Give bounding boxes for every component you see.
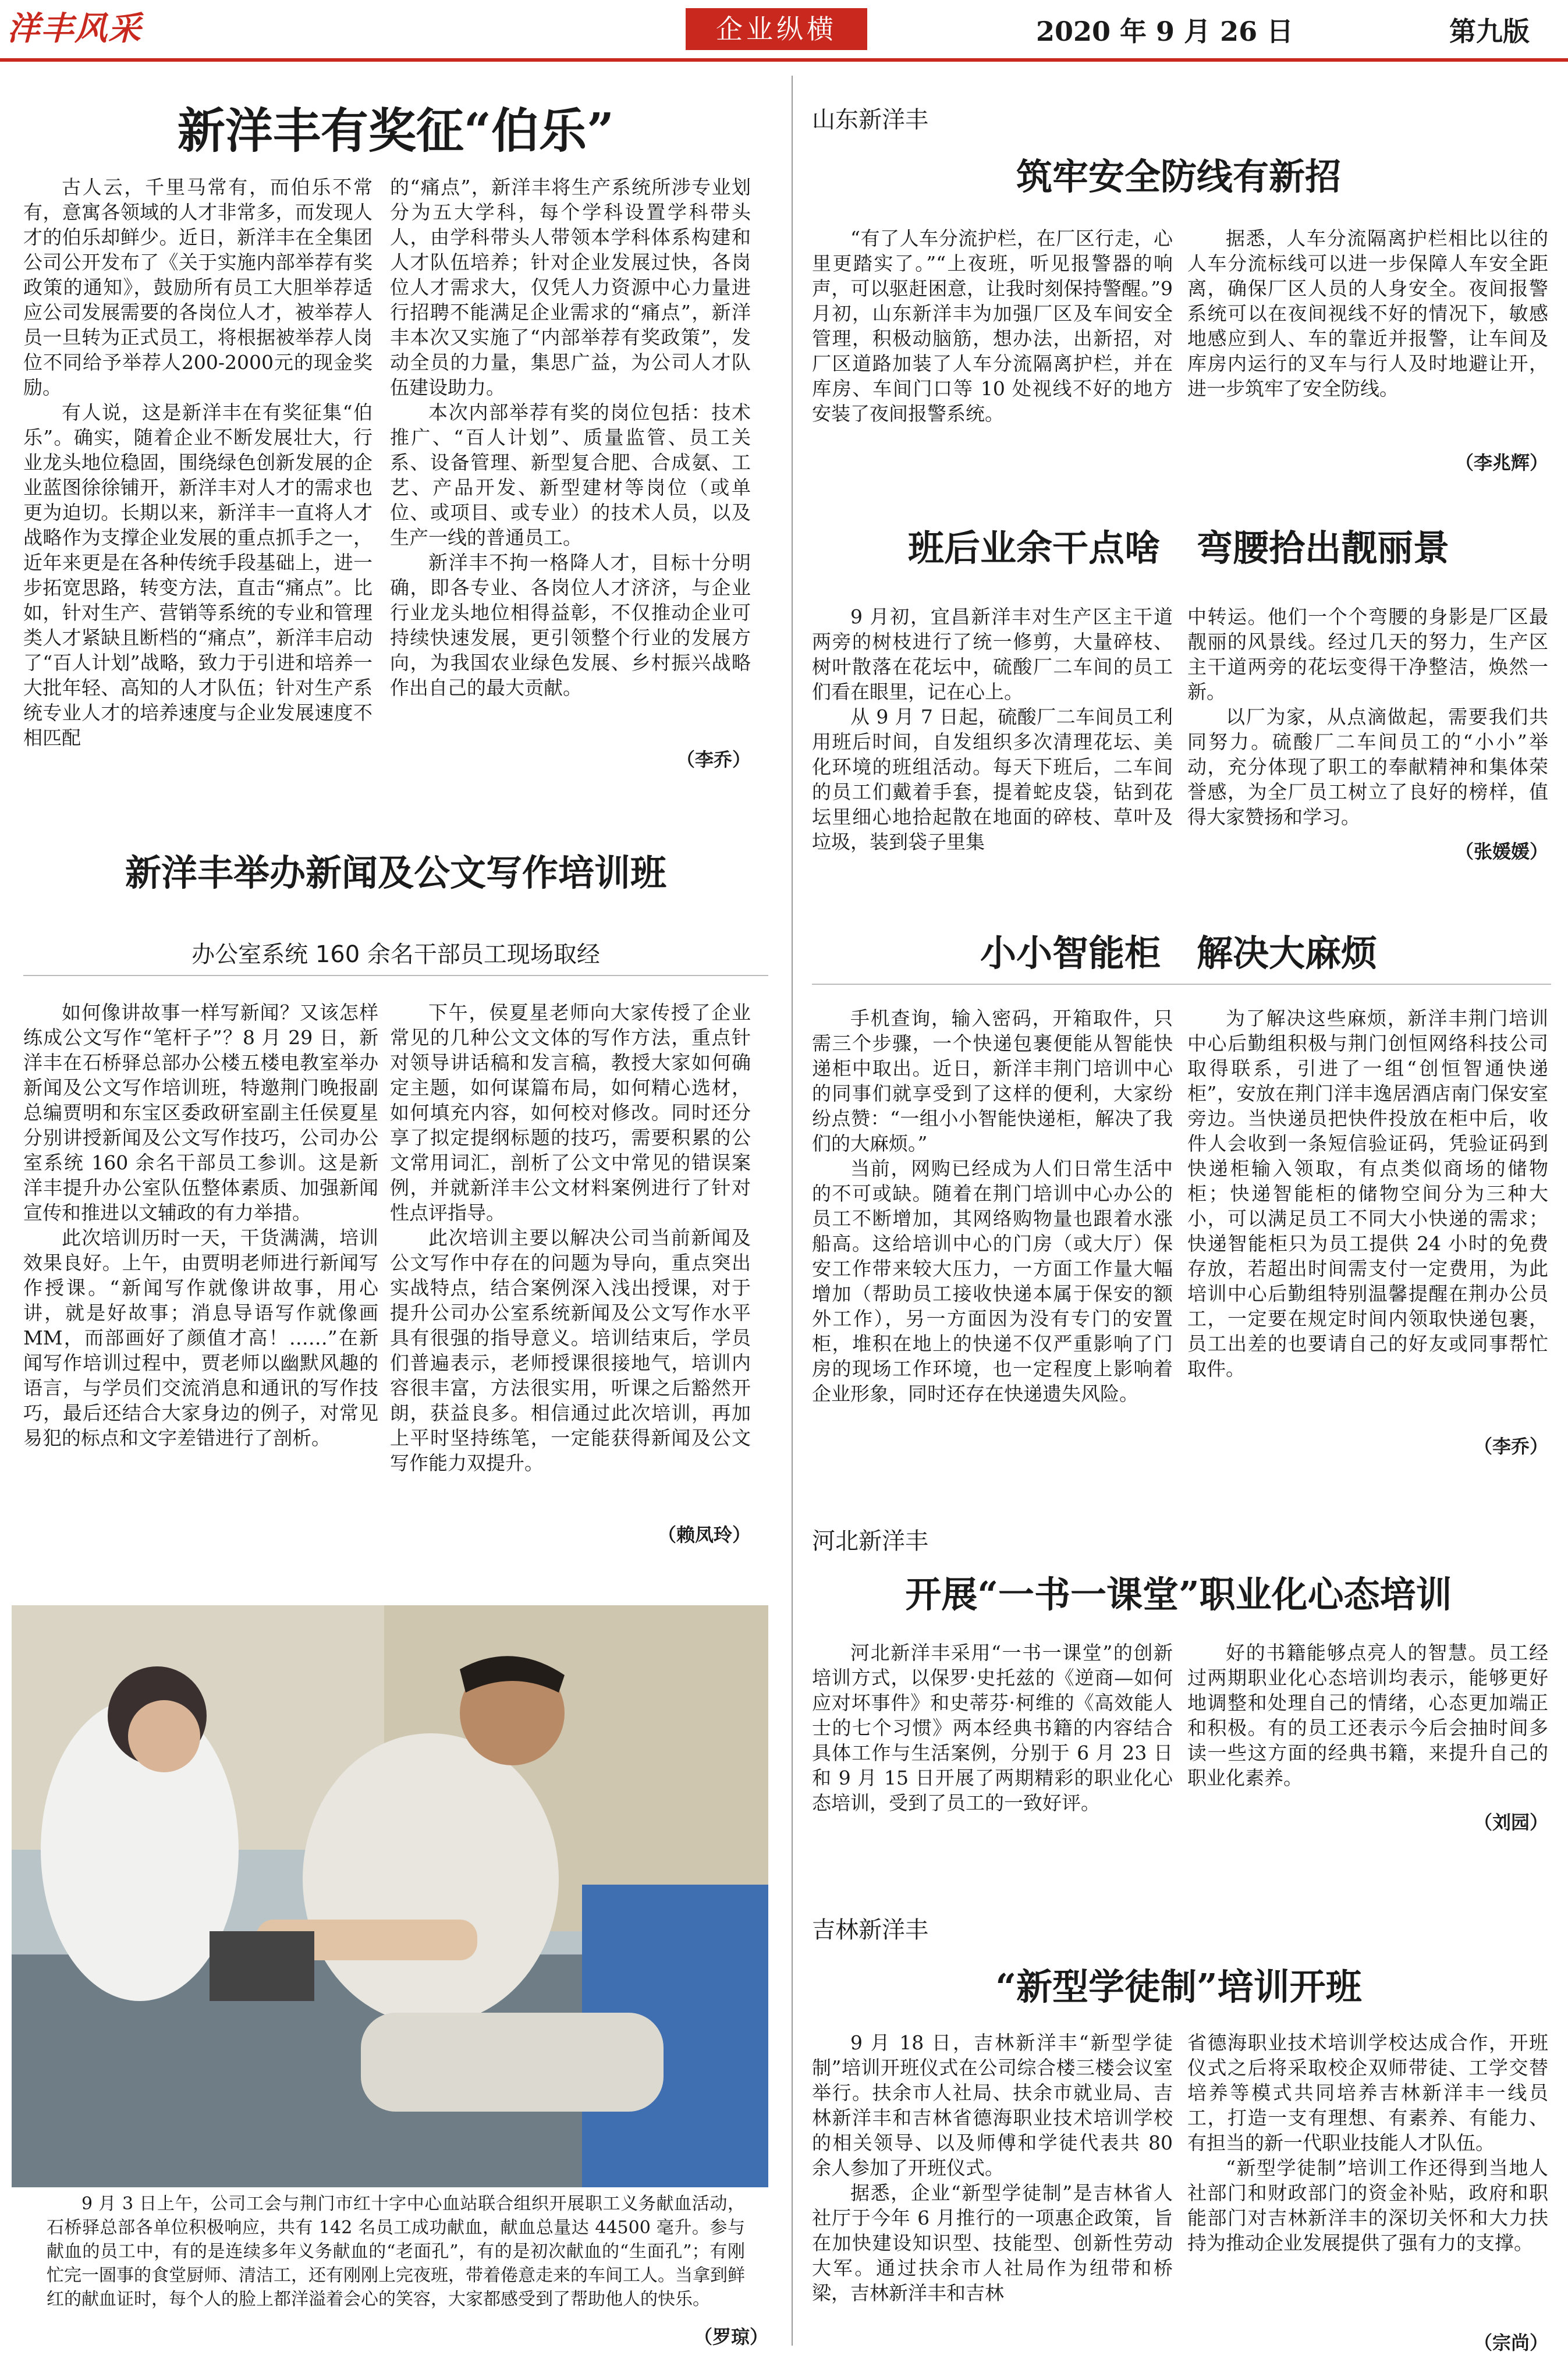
paragraph: 本次内部举荐有奖的岗位包括：技术推广、“百人计划”、质量监管、员工关系、设备管理、新型复合肥、合成氨、工艺、产品开发、新型建材等岗位（或单位、或项目、或专业）的技术人员，以及生产一线的普通员工。 <box>390 401 751 549</box>
article-body <box>812 1006 1173 1495</box>
paragraph: 河北新洋丰采用“一书一课堂”的创新培训方式，以保罗·史托兹的《逆商—如何应对坏事件》和史蒂芬·柯维的《高效能人士的七个习惯》两本经典书籍的内容结合具体工作与生活案例，分别于 6 月 23 日和 9 月 15 日开展了两期精彩的职业化心态培训，受到了员工的一致好评。 <box>812 1641 1173 1814</box>
paragraph: 手机查询，输入密码，开箱取件，只需三个步骤，一个快递包裹便能从智能快递柜中取出。近日，新洋丰荆门培训中心的同事们就享受到了这样的便利，大家纷纷点赞：“一组小小智能快递柜，解决了我们的大麻烦。” <box>812 1007 1173 1155</box>
paragraph: 从 9 月 7 日起，硫酸厂二车间员工利用班后时间，自发组织多次清理花坛、美化环境的班组活动。每天下班后，二车间的员工们戴着手套，提着蛇皮袋，钻到花坛里细心地拾起散在地面的碎枝、草叶及垃圾，装到袋子里集 <box>812 705 1173 853</box>
paragraph: 以厂为家，从点滴做起，需要我们共同努力。硫酸厂二车间员工的“小小”举动，充分体现了职工的奉献精神和集体荣誉感，为全厂员工树立了良好的榜样，值得大家赞扬和学习。 <box>1187 705 1548 828</box>
region-label: 山东新洋丰 <box>812 107 928 133</box>
paragraph: 中转运。他们一个个弯腰的身影是厂区最靓丽的风景线。经过几天的努力，生产区主干道两旁的花坛变得干净整洁，焕然一新。 <box>1187 605 1548 703</box>
paragraph: 有人说，这是新洋丰在有奖征集“伯乐”。确实，随着企业不断发展壮大，行业龙头地位稳固，围绕绿色创新发展的企业蓝图徐徐铺开，新洋丰对人才的需求也更为迫切。长期以来，新洋丰一直将人才战略作为支撑企业发展的重点抓手之一，近年来更是在各种传统手段基础上，进一步拓宽思路，转变方法，直击“痛点”。比如，针对生产、营销等系统的专业和管理类人才紧缺且断档的“痛点”，新洋丰启动了“百人计划”战略，致力于引进和培养一大批年轻、高知的人才队伍；针对生产系统专业人才的培养速度与企业发展速度不相匹配 <box>23 401 373 749</box>
paragraph: 9 月初，宜昌新洋丰对生产区主干道两旁的树枝进行了统一修剪，大量碎枝、树叶散落在花坛中，硫酸厂二车间的员工们看在眼里，记在心上。 <box>812 605 1173 703</box>
region-label: 吉林新洋丰 <box>812 1917 928 1943</box>
article-body <box>23 175 373 809</box>
author-credit: （刘园） <box>1473 1811 1548 1833</box>
paragraph: 当前，网购已经成为人们日常生活中的不可或缺。随着在荆门培训中心办公的员工不断增加，其网络购物量也跟着水涨船高。这给培训中心的门房（或大厅）保安工作带来较大压力，一方面工作量大幅增加（帮助员工接收快递本属于保安的额外工作），另一方面因为没有专门的安置柜，堆积在地上的快递不仅严重影响了门房的现场工作环境，也一定程度上影响着企业形象，同时还存在快递遗失风险。 <box>812 1157 1173 1405</box>
article-title: 筑牢安全防线有新招 <box>1016 155 1341 198</box>
article-title: 新洋丰举办新闻及公文写作培训班 <box>125 852 666 894</box>
divider <box>812 984 1551 985</box>
issue-date: 2020 年 9 月 26 日 <box>1036 16 1294 47</box>
article-body <box>812 2030 1173 2356</box>
article-body <box>1187 2030 1548 2327</box>
article-body <box>812 604 1173 884</box>
article-body <box>390 175 751 762</box>
column-divider <box>792 76 793 2346</box>
article-body <box>23 1000 378 1547</box>
author-credit: （宗尚） <box>1473 2332 1548 2354</box>
article-title: “新型学徒制”培训开班 <box>995 1966 1362 2008</box>
author-credit: （李乔） <box>676 749 751 771</box>
photo-illustration <box>12 1605 768 2187</box>
author-credit: （张媛媛） <box>1455 840 1548 863</box>
paragraph: 古人云，千里马常有，而伯乐不常有，意寓各领域的人才非常多，而发现人才的伯乐却鲜少。近日，新洋丰在全集团公司公开发布了《关于实施内部举荐有奖政策的通知》，鼓励所有员工大胆举荐适应公司发展需要的各岗位人才，被举荐人员一旦转为正式员工，将根据被举荐人岗位不同给予举荐人200-2000元的现金奖励。 <box>23 176 373 399</box>
article-body <box>812 226 1173 476</box>
paragraph: 为了解决这些麻烦，新洋丰荆门培训中心后勤组积极与荆门创恒网络科技公司取得联系，引进了一组“创恒智通快递柜”，安放在荆门洋丰逸居酒店南门保安室旁边。当快递员把快件投放在柜中后，收件人会收到一条短信验证码，凭验证码到快递柜输入领取，有点类似商场的储物柜；快递智能柜的储物空间分为三种大小，可以满足员工不同大小快递的需求；快递智能柜只为员工提供 24 小时的免费存放，若超出时间需支付一定费用，为此培训中心后勤组特别温馨提醒在荆办公员工，一定要在规定时间内领取快递包裹，员工出差的也要请自己的好友或同事帮忙取件。 <box>1187 1007 1548 1380</box>
article-body <box>1187 604 1548 860</box>
page-header <box>0 0 1568 63</box>
author-credit: （赖凤玲） <box>657 1524 751 1546</box>
paragraph: 此次培训历时一天，干货满满，培训效果良好。上午，由贾明老师进行新闻写作授课。“新闻写作就像讲故事，用心讲，就是好故事；消息导语写作就像画 MM，而部画好了颜值才高！……”在新闻写作培训过程中，贾老师以幽默风趣的语言，与学员们交流消息和通讯的写作技巧，最后还结合大家身边的例子，对常见易犯的标点和文字差错进行了剖析。 <box>23 1226 378 1449</box>
paragraph: “有了人车分流护栏，在厂区行走，心里更踏实了。”“上夜班，听见报警器的响声，可以驱赶困意，让我时刻保持警醒。”9 月初，山东新洋丰为加强厂区及车间安全管理，积极动脑筋，想办法，出新招，对厂区道路加装了人车分流隔离护栏，并在库房、车间门口等 10 处视线不好的地方安装了夜间报警系统。 <box>812 227 1173 425</box>
paragraph: 新洋丰不拘一格降人才，目标十分明确，即各专业、各岗位人才济济，与企业行业龙头地位相得益彰，不仅推动企业可持续快速发展，更引领整个行业的发展方向，为我国农业绿色发展、乡村振兴战略作出自己的最大贡献。 <box>390 551 751 699</box>
article-subtitle: 办公室系统 160 余名干部员工现场取经 <box>191 941 600 968</box>
region-label: 河北新洋丰 <box>812 1528 928 1555</box>
header-rule <box>0 58 1568 62</box>
masthead-logo: 洋丰风采 <box>7 10 142 48</box>
article-title: 新洋丰有奖征“伯乐” <box>177 103 615 159</box>
paragraph: 9 月 18 日，吉林新洋丰“新型学徒制”培训开班仪式在公司综合楼三楼会议室举行。扶余市人社局、扶余市就业局、吉林新洋丰和吉林省德海职业技术培训学校的相关领导、以及师傅和学徒代表共 80 余人参加了开班仪式。 <box>812 2031 1173 2179</box>
author-credit: （李乔） <box>1473 1435 1548 1457</box>
page-number: 第九版 <box>1449 16 1530 47</box>
section-tag: 企业纵横 <box>686 8 867 50</box>
blood-donation-photo <box>12 1605 768 2187</box>
author-credit: （李兆辉） <box>1455 452 1548 474</box>
paragraph: 据悉，人车分流隔离护栏相比以往的人车分流标线可以进一步保障人车安全距离，确保厂区人员的人身安全。夜间报警系统可以在夜间视线不好的情况下，敏感地感应到人、车的靠近并报警，让车间及库房内运行的叉车与行人及时地避让开，进一步筑牢了安全防线。 <box>1187 227 1548 400</box>
paragraph: 好的书籍能够点亮人的智慧。员工经过两期职业化心态培训均表示，能够更好地调整和处理自己的情绪，心态更加端正和积极。有的员工还表示今后会抽时间多读一些这方面的经典书籍，来提升自己的职业化素养。 <box>1187 1641 1548 1789</box>
author-credit: （罗琼） <box>693 2326 768 2348</box>
article-title: 开展“一书一课堂”职业化心态培训 <box>905 1573 1452 1616</box>
paragraph: “新型学徒制”培训工作还得到当地人社部门和财政部门的资金补贴，政府和职能部门对吉林新洋丰的深切关怀和大力扶持为推动企业发展提供了强有力的支撑。 <box>1187 2156 1548 2254</box>
paragraph: 省德海职业技术培训学校达成合作，开班仪式之后将采取校企双师带徒、工学交替培养等模式共同培养吉林新洋丰一线员工，打造一支有理想、有素养、有能力、有担当的新一代职业技能人才队伍。 <box>1187 2031 1548 2154</box>
paragraph: 的“痛点”，新洋丰将生产系统所涉专业划分为五大学科，每个学科设置学科带头人，由学科带头人带领本学科体系构建和人才队伍培养；针对企业发展过快，各岗位人才需求大，仅凭人力资源中心力量进行招聘不能满足企业需求的“痛点”，新洋丰本次又实施了“内部举荐有奖政策”，发动全员的力量，集思广益，为公司人才队伍建设助力。 <box>390 176 751 399</box>
article-body <box>812 1640 1173 1867</box>
article-body <box>1187 1640 1548 1815</box>
divider <box>23 975 768 976</box>
paragraph: 下午，侯夏星老师向大家传授了企业常见的几种公文文体的写作方法，重点针对领导讲话稿和发言稿，教授大家如何确定主题，如何谋篇布局，如何精心选材，如何填充内容，如何校对修改。同时还分享了拟定提纲标题的技巧，需要积累的公文常用词汇，剖析了公文中常见的错误案例，并就新洋丰公文材料案例进行了针对性点评指导。 <box>390 1001 751 1224</box>
paragraph: 如何像讲故事一样写新闻？又该怎样练成公文写作“笔杆子”？8 月 29 日，新洋丰在石桥驿总部办公楼五楼电教室举办新闻及公文写作培训班，特邀荆门晚报副总编贾明和东宝区委政研室副主任侯夏星分别讲授新闻及公文写作技巧，公司办公室系统 160 余名干部员工参训。这是新洋丰提升办公室队伍整体素质、加强新闻宣传和推进以文辅政的有力举措。 <box>23 1001 378 1224</box>
article-body <box>1187 226 1548 453</box>
paragraph: 此次培训主要以解决公司当前新闻及公文写作中存在的问题为导向，重点突出实战特点，结合案例深入浅出授课，对于提升公司办公室系统新闻及公文写作水平具有很强的指导意义。培训结束后，学员们普遍表示，老师授课很接地气，培训内容很丰富，方法很实用，听课之后豁然开朗，获益良多。相信通过此次培训，再加上平时坚持练笔，一定能获得新闻及公文写作能力双提升。 <box>390 1226 751 1474</box>
photo-caption: 9 月 3 日上午，公司工会与荆门市红十字中心血站联合组织开展职工义务献血活动，石桥驿总部各单位积极响应，共有 142 名员工成功献血，献血总量达 44500 毫升。参与献血的员工中，有的是连续多年义务献血的“老面孔”，有的是初次献血的“生面孔”；有刚忙完一圄事的食堂厨师、清洁工，还有刚刚上完夜班，带着倦意走来的车间工人。当拿到鲜红的献血证时，每个人的脸上都洋溢着会心的笑容，大家都感受到了帮助他人的快乐。 <box>47 2194 745 2310</box>
article-title: 班后业余干点啥 弯腰拾出靓丽景 <box>907 527 1449 569</box>
article-body <box>390 1000 751 1518</box>
article-title: 小小智能柜 解决大麻烦 <box>980 932 1377 974</box>
article-body <box>1187 1006 1548 1431</box>
paragraph: 据悉，企业“新型学徒制”是吉林省人社厅于今年 6 月推行的一项惠企政策，旨在加快建设知识型、技能型、创新性劳动大军。通过扶余市人社局作为纽带和桥梁，吉林新洋丰和吉林 <box>812 2181 1173 2304</box>
